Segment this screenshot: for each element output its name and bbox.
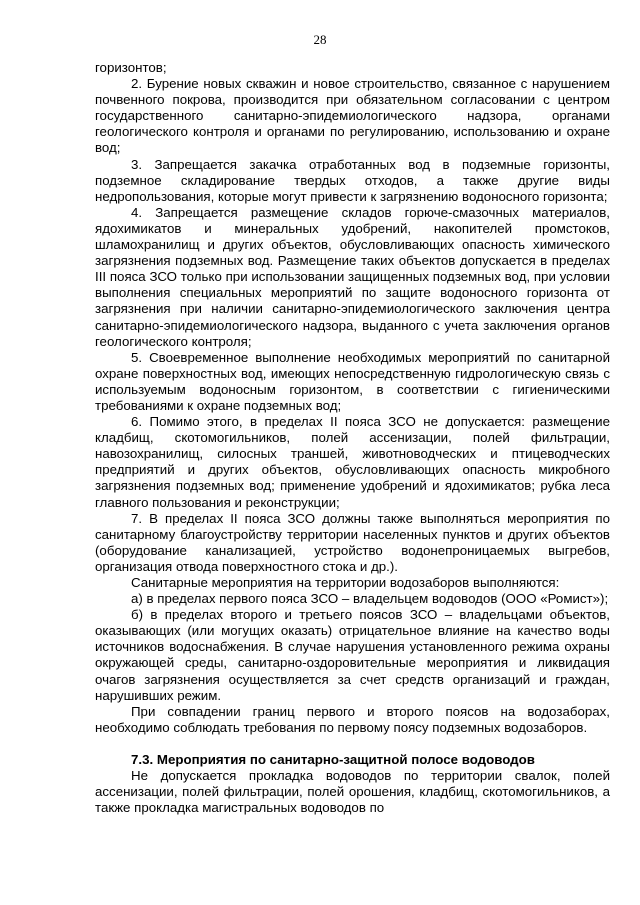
paragraph: а) в пределах первого пояса ЗСО – владельцем водоводов (ООО «Ромист»); (131, 591, 609, 607)
section-heading: 7.3. Мероприятия по санитарно-защитной полосе водоводов (131, 751, 535, 767)
document-body (95, 60, 610, 816)
paragraph: При совпадении границ первого и второго поясов на водозаборах, необходимо соблюдать требования по первому поясу подземных водозаборов. (95, 703, 610, 735)
paragraph: 5. Своевременное выполнение необходимых мероприятий по санитарной охране поверхностных вод, имеющих непосредственную гидрологическую связь с используемым водоносным горизонтом, в соответствии с гигиеническими требованиями к охране подземных вод; (95, 349, 610, 413)
page-number: 28 (313, 32, 327, 47)
paragraph: 2. Бурение новых скважин и новое строительство, связанное с нарушением почвенного покрова, производится при обязательном согласовании с центром государственного санитарно-эпидемиологического надзора, органами геологического контроля и органами по регулированию, использованию и охране вод; (95, 76, 610, 156)
paragraph: Не допускается прокладка водоводов по территории свалок, полей ассенизации, полей фильтрации, полей орошения, кладбищ, скотомогильников, а также прокладка магистральных водоводов по (95, 768, 610, 816)
paragraph: горизонтов; (95, 60, 167, 75)
paragraph: Санитарные мероприятия на территории водозаборов выполняются: (131, 575, 560, 590)
paragraph: 3. Запрещается закачка отработанных вод в подземные горизонты, подземное складирование твердых отходов, а также другие виды недропользования, которые могут привести к загрязнению водоносного горизонта; (95, 156, 610, 204)
paragraph: б) в пределах второго и третьего поясов ЗСО – владельцами объектов, оказывающих (или могущих оказать) отрицательное влияние на качество воды источников водоснабжения. В случае нарушения установленного режима охраны окружающей среды, санитарно-оздоровительные мероприятия и ликвидация очагов загрязнения осуществляется за счет средств организаций и граждан, нарушивших режим. (95, 607, 610, 703)
paragraph: 4. Запрещается размещение складов горюче-смазочных материалов, ядохимикатов и минеральных удобрений, накопителей промстоков, шламохранилищ и других объектов, обусловливающих опасность химического загрязнения подземных вод. Размещение таких объектов допускается в пределах III пояса ЗСО только при использовании защищенных подземных вод, при условии выполнения специальных мероприятий по защите водоносного горизонта от загрязнения при наличии санитарно-эпидемиологического заключения центра санитарно-эпидемиологического надзора, выданного с учета заключения органов геологического контроля; (95, 204, 610, 349)
paragraph: 7. В пределах II пояса ЗСО должны также выполняться мероприятия по санитарному благоустройству территории населенных пунктов и других объектов (оборудование канализацией, устройство водонепроницаемых выгребов, организация отвода поверхностного стока и др.). (95, 510, 610, 574)
paragraph: 6. Помимо этого, в пределах II пояса ЗСО не допускается: размещение кладбищ, скотомогильников, полей ассенизации, полей фильтрации, навозохранилищ, силосных траншей, животноводческих и птицеводческих предприятий и других объектов, обусловливающих опасность микробного загрязнения подземных вод; применение удобрений и ядохимикатов; рубка леса главного пользования и реконструкции; (95, 414, 610, 510)
